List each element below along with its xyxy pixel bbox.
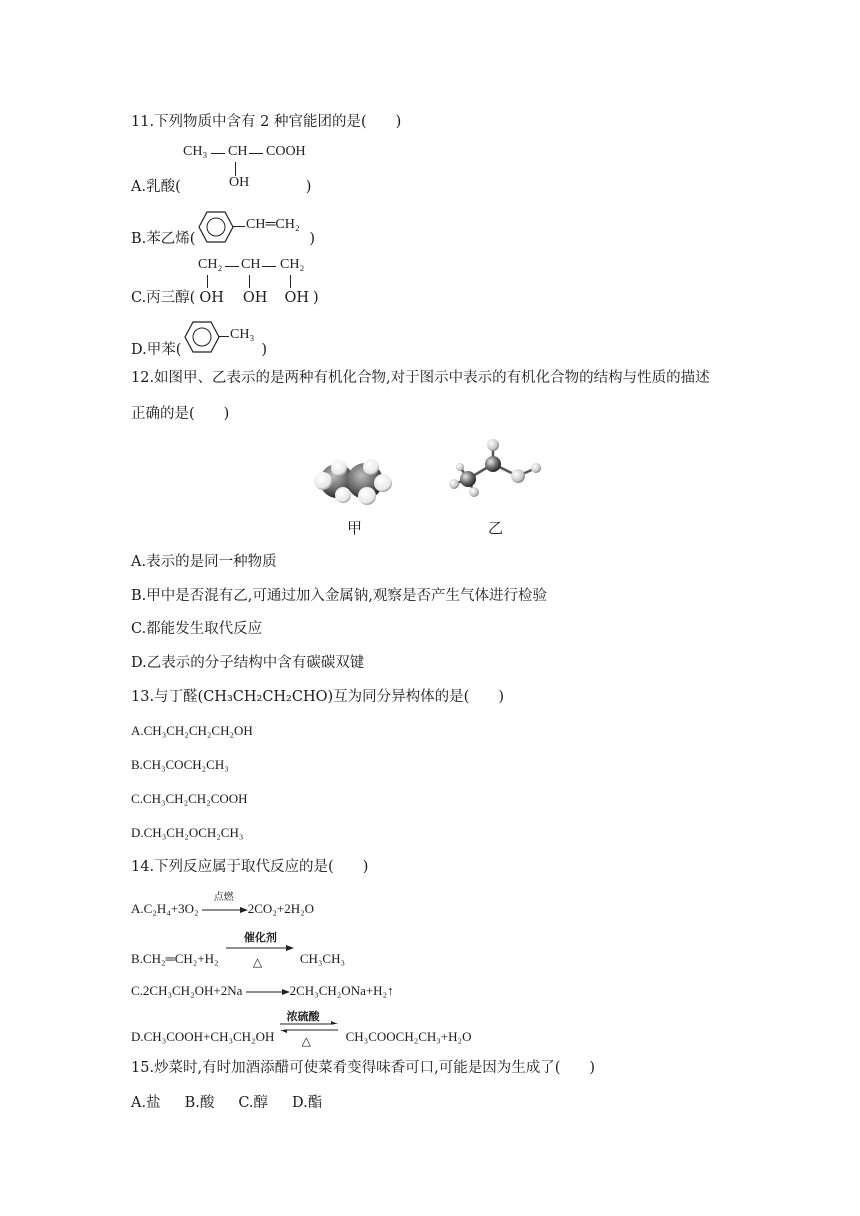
glycerol-ch: CH: [241, 257, 261, 272]
option-c-suffix: ): [312, 290, 319, 306]
q15-options: [131, 1094, 322, 1112]
label-yi: 乙: [488, 519, 504, 537]
reaction-d-heat: △: [301, 1034, 311, 1049]
reaction-b-heat: △: [252, 955, 263, 970]
reaction-c-products: 2CH₃CH₂ONa+H₂↑: [289, 983, 394, 998]
reaction-b-reactants: B.CH₂═CH₂+H₂: [131, 951, 219, 966]
q12-stem-line2: 正确的是( ): [131, 406, 230, 422]
bond: [225, 266, 239, 267]
lactic-ch3: CH₃: [183, 144, 208, 159]
benzene-ring-icon: [184, 320, 220, 354]
q12-option-d: D.乙表示的分子结构中含有碳碳双键: [131, 655, 365, 671]
q13-option-a: A.CH₃CH₂CH₂CH₂OH: [131, 723, 253, 738]
q14-option-b: [131, 932, 346, 970]
option-d-prefix: D.甲苯(: [131, 342, 182, 358]
option-c-prefix: C.丙三醇(: [131, 290, 196, 306]
glycerol-oh-3: OH: [284, 290, 309, 306]
option-b-prefix: B.苯乙烯(: [131, 231, 196, 247]
q14-stem: 14.下列反应属于取代反应的是( ): [131, 859, 369, 875]
q13-option-c: C.CH₃CH₂CH₂COOH: [131, 791, 248, 806]
bond: [290, 275, 291, 288]
bond: [249, 153, 263, 154]
space-filling-model-jia: [313, 455, 395, 511]
q12-option-c: C.都能发生取代反应: [131, 621, 263, 637]
q15-stem: 15.炒菜时,有时加酒添醋可使菜肴变得味香可口,可能是因为生成了( ): [131, 1060, 596, 1076]
bond: [211, 153, 225, 154]
label-jia: 甲: [347, 519, 363, 537]
bond: [207, 275, 208, 288]
reaction-d-arrow: [280, 1011, 338, 1049]
q15-option-a: A.盐: [131, 1095, 161, 1111]
lactic-cooh: COOH: [266, 144, 306, 159]
reaction-a-reactants: A.C₂H₄+3O₂: [131, 901, 199, 916]
q15-option-d: D.酯: [292, 1095, 323, 1111]
right-arrow-icon: [202, 905, 248, 915]
option-d-suffix: ): [261, 342, 268, 358]
q12-stem-line1: 12.如图甲、乙表示的是两种有机化合物,对于图示中表示的有机化合物的结构与性质的描述: [131, 370, 710, 386]
q13-stem: 13.与丁醛(CH₃CH₂CH₂CHO)互为同分异构体的是( ): [131, 689, 504, 705]
reaction-a-arrow: [202, 892, 248, 919]
reaction-b-arrow: [226, 932, 294, 970]
q15-option-b: B.酸: [184, 1095, 215, 1111]
option-a-suffix: ): [305, 179, 312, 195]
reaction-d-catalyst: 浓硫酸: [286, 1011, 320, 1024]
glycerol-oh-1: OH: [199, 290, 224, 306]
lactic-oh: OH: [229, 175, 250, 190]
bond: [262, 266, 276, 267]
glycerol-oh-2: OH: [242, 290, 268, 306]
q15-option-c: C.醇: [238, 1095, 269, 1111]
q11-option-c: [131, 289, 319, 307]
reaction-c-arrow: [246, 983, 290, 1001]
option-a-prefix: A.乳酸(: [131, 179, 181, 195]
toluene-methyl: CH₃: [230, 327, 255, 342]
ball-and-stick-model-yi: [440, 437, 545, 499]
styrene-structure: [198, 210, 318, 244]
reaction-d-reactants: D.CH₃COOH+CH₃CH₂OH: [131, 1029, 275, 1044]
q12-option-b: B.甲中是否混有乙,可通过加入金属钠,观察是否产生气体进行检验: [131, 588, 547, 604]
lactic-ch: CH: [228, 144, 248, 159]
reaction-b-products: CH₃CH₃: [299, 951, 346, 966]
q13-option-d: D.CH₃CH₂OCH₂CH₃: [131, 825, 244, 840]
q11-stem: 11.下列物质中含有 2 种官能团的是( ): [131, 114, 402, 130]
reaction-a-condition: 点燃: [213, 892, 234, 904]
option-b-suffix: ): [309, 231, 316, 247]
glycerol-ch2-b: CH₂: [280, 257, 305, 272]
right-arrow-icon: [246, 987, 290, 997]
bond: [219, 336, 229, 337]
bond: [233, 226, 245, 227]
right-arrow-icon: [226, 943, 294, 953]
benzene-ring-icon: [198, 210, 234, 244]
styrene-vinyl: CH═CH₂: [246, 217, 300, 232]
reaction-a-products: 2CO₂+2H₂O: [247, 901, 314, 916]
bond: [235, 162, 236, 176]
reaction-b-catalyst: 催化剂: [243, 932, 277, 945]
q12-option-a: A.表示的是同一种物质: [131, 554, 277, 570]
q14-option-c: [131, 982, 394, 1001]
reaction-d-products: CH₃COOCH₂CH₃+H₂O: [345, 1029, 472, 1044]
q14-option-d: [131, 1011, 472, 1049]
glycerol-ch2-a: CH₂: [198, 257, 223, 272]
q14-option-a: [131, 892, 314, 919]
q13-option-b: B.CH₃COCH₂CH₃: [131, 757, 229, 772]
q11-option-a: [131, 178, 311, 196]
bond: [249, 275, 250, 288]
toluene-structure: [184, 320, 264, 354]
reaction-c-reactants: C.2CH₃CH₂OH+2Na: [131, 983, 243, 998]
